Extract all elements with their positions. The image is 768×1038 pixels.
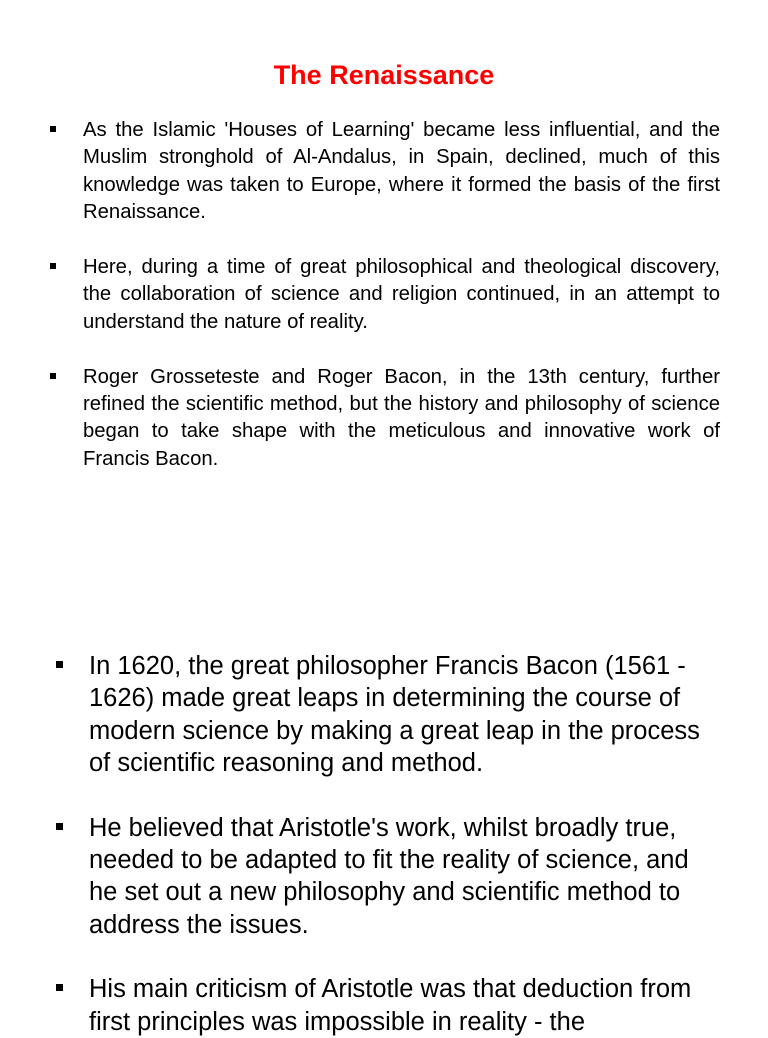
square-bullet-icon: [56, 661, 63, 668]
bullet-text: In 1620, the great philosopher Francis Bacon (1561 - 1626) made great leaps in determining the course of modern science by making a great leap in the process of scientific reasoning and method.: [89, 652, 700, 778]
bullet-item: [52, 812, 722, 942]
bullet-item: [52, 973, 722, 1038]
bullet-text: His main criticism of Aristotle was that deduction from first principles was impossible in reality - the: [89, 975, 692, 1036]
bullet-text: Here, during a time of great philosophical and theological discovery, the collaboration of science and religion continued, in an attempt to understand the nature of reality.: [83, 256, 720, 333]
bullet-item: [46, 117, 720, 227]
square-bullet-icon: [50, 263, 56, 269]
bullet-item: [52, 650, 722, 780]
bullet-item: [46, 254, 720, 336]
bullet-text: As the Islamic 'Houses of Learning' became less influential, and the Muslim stronghold of Al-Andalus, in Spain, declined, much of this knowledge was taken to Europe, where it formed the basis of the first Renaissance.: [83, 119, 720, 224]
square-bullet-icon: [56, 823, 63, 830]
bullet-item: [46, 364, 720, 474]
bullet-list-bottom: [52, 650, 722, 1038]
square-bullet-icon: [50, 126, 56, 132]
slide-title: The Renaissance: [273, 60, 495, 90]
bullet-text: Roger Grosseteste and Roger Bacon, in the 13th century, further refined the scientific method, but the history and philosophy of science began to take shape with the meticulous and innovative work of Francis Bacon.: [83, 365, 720, 470]
bullet-list-top: [46, 117, 720, 473]
square-bullet-icon: [56, 984, 63, 991]
bullet-text: He believed that Aristotle's work, whilst broadly true, needed to be adapted to fit the reality of science, and he set out a new philosophy and scientific method to address the issues.: [89, 813, 689, 939]
square-bullet-icon: [50, 373, 56, 379]
